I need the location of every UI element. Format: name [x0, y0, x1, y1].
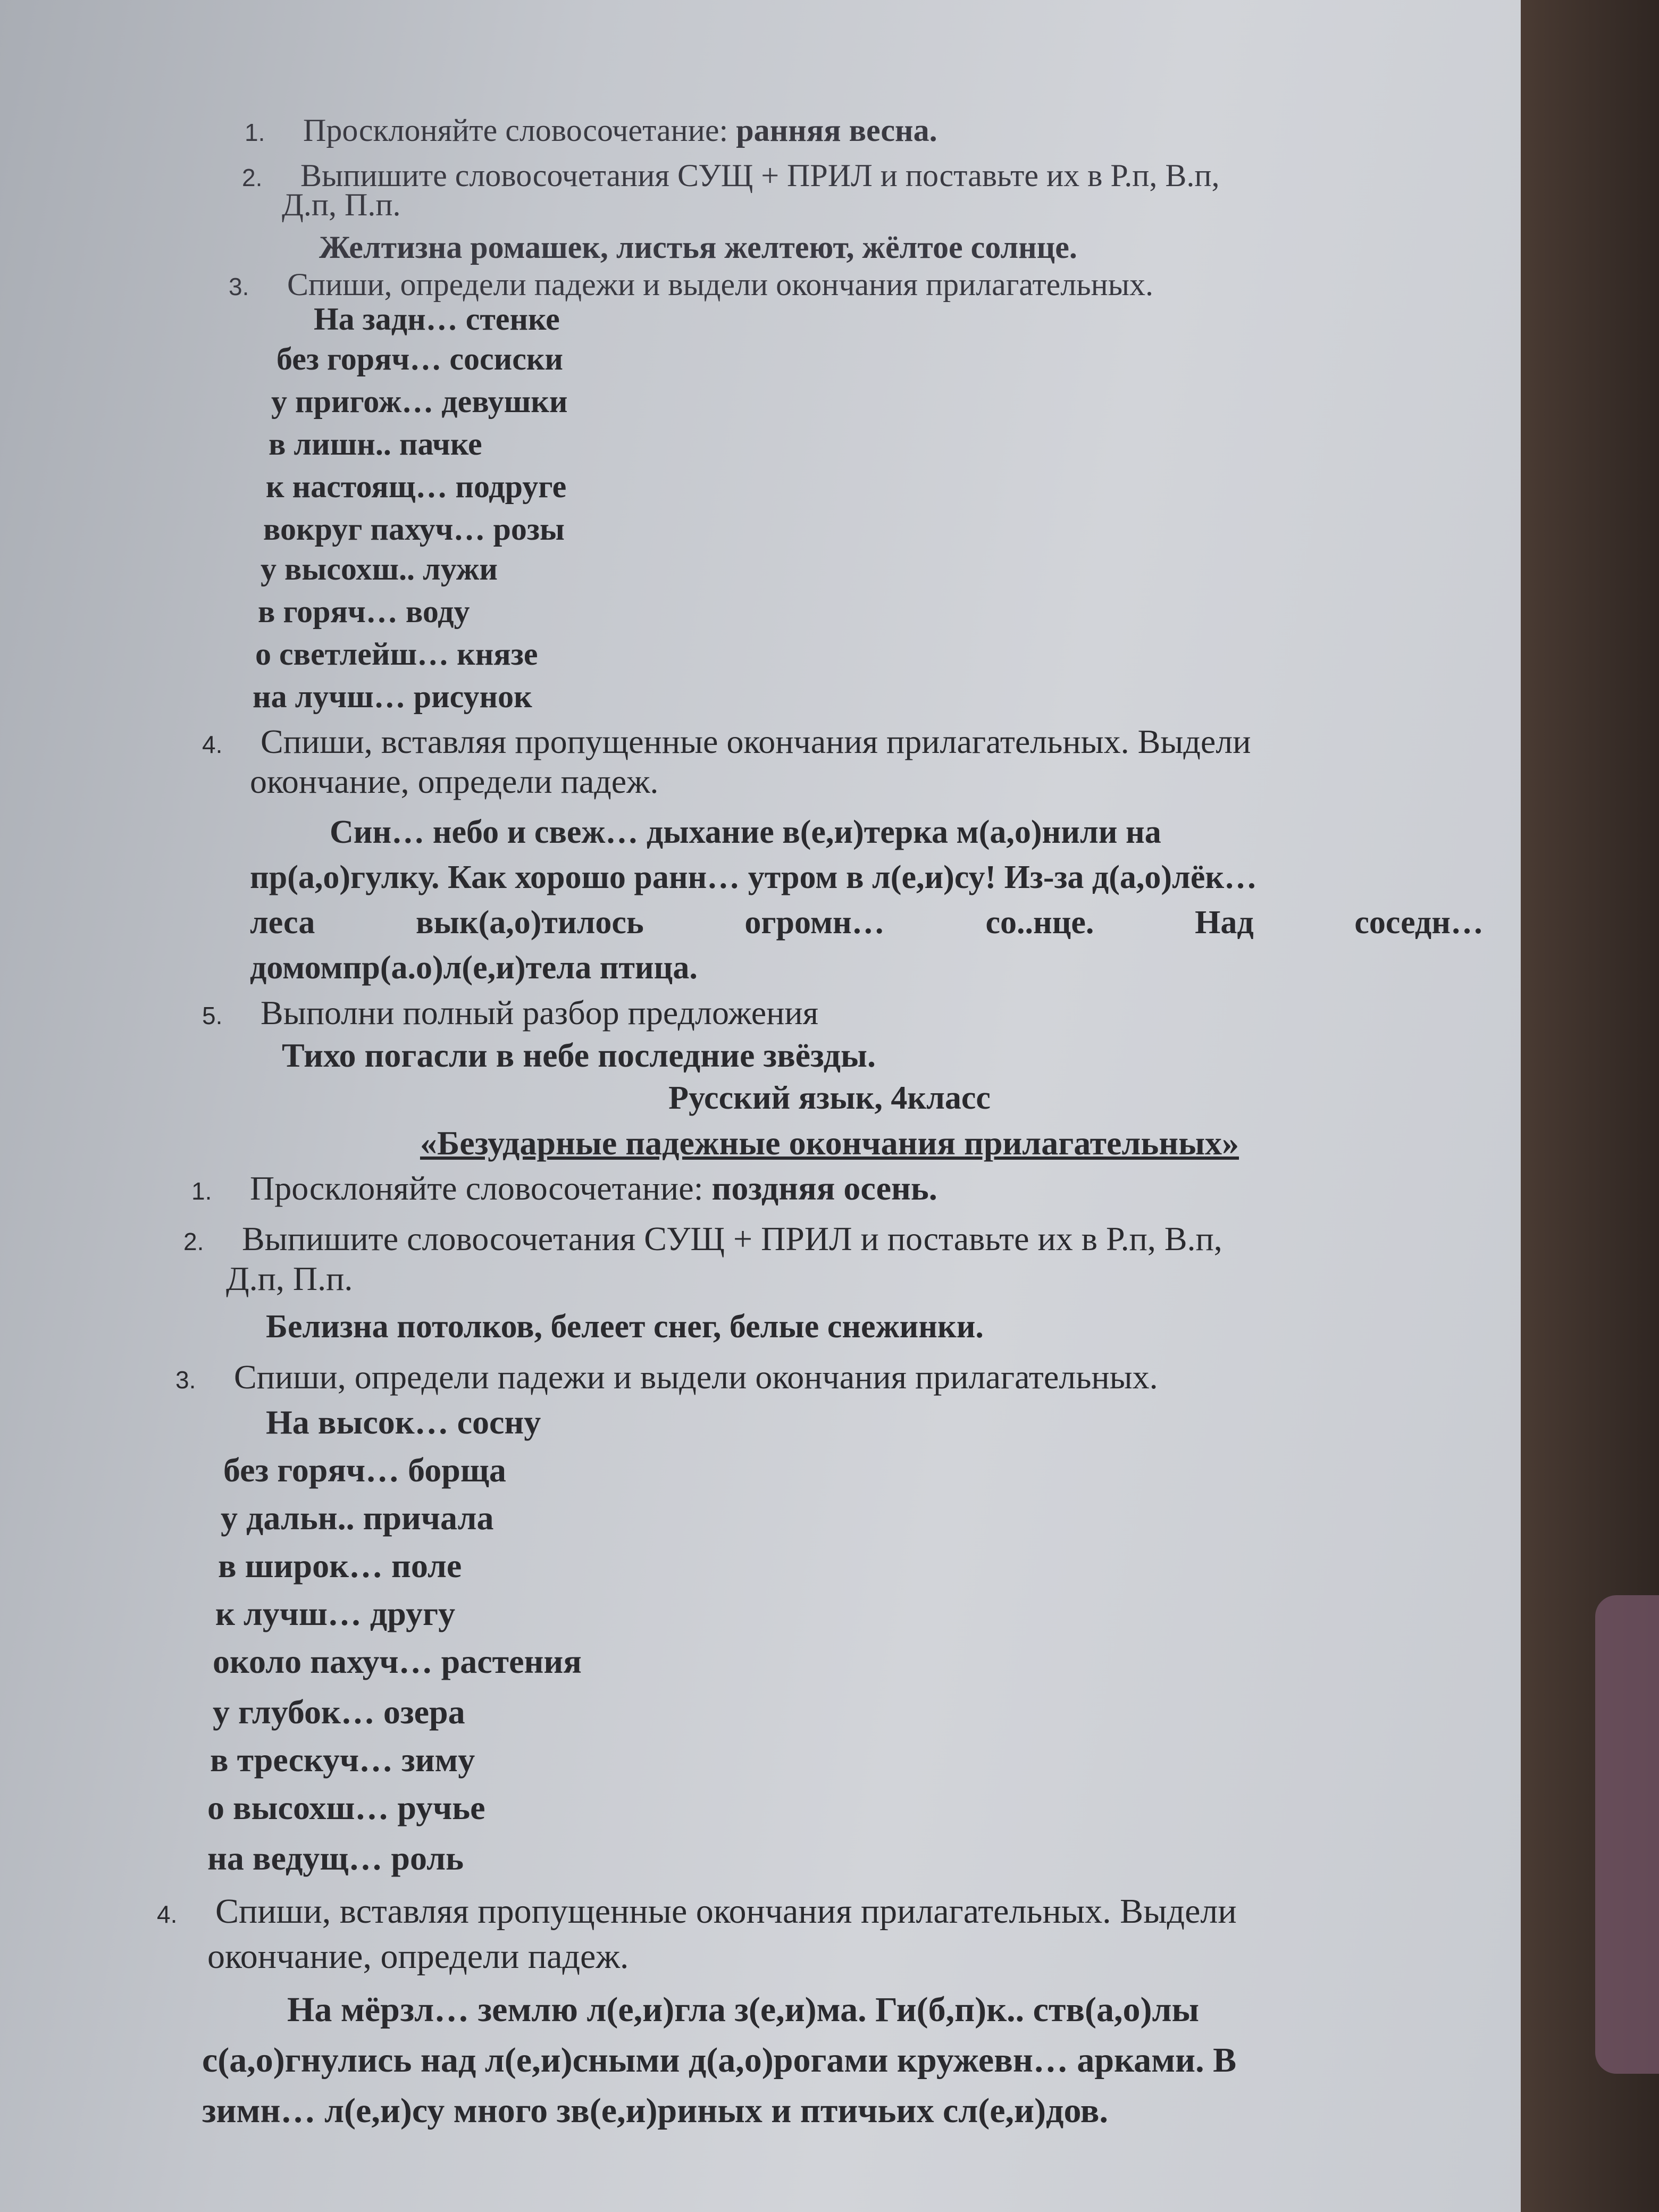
v1-task5-sentence: Тихо погасли в небе последние звёзды. [282, 1036, 876, 1074]
v1-item: у высохш.. лужи [261, 551, 498, 586]
task-text: Выпишите словосочетания СУЩ + ПРИЛ и поставьте их в Р.п, В.п, [300, 158, 1220, 193]
topic-heading: «Безударные падежные окончания прилагательных» [420, 1124, 1239, 1162]
word: соседн… [1354, 904, 1484, 941]
word: огромн… [744, 904, 885, 941]
v1-task1 [245, 112, 937, 151]
subject-heading: Русский язык, 4класс [668, 1080, 991, 1116]
task-text: Просклоняйте словосочетание: [303, 113, 736, 148]
v2-task4-p3: зимн… л(е,и)су много зв(е,и)риных и птичьих сл(е,и)дов. [202, 2091, 1108, 2130]
task-number: 5. [202, 1002, 223, 1029]
task-text: Спиши, вставляя пропущенные окончания прилагательных. Выдели [215, 1892, 1237, 1931]
word: вык(а,о)тилось [416, 904, 644, 941]
v2-item: в трескуч… зиму [210, 1741, 475, 1779]
task-text: Выполни полный разбор предложения [261, 994, 819, 1032]
v1-task4-p1: Син… небо и свеж… дыхание в(е,и)терка м(а,о)нили на [330, 814, 1161, 850]
task-number: 2. [242, 164, 263, 191]
v1-item: у пригож… девушки [271, 384, 568, 419]
v2-item: без горяч… борща [223, 1451, 506, 1489]
v1-task4-p2: пр(а,о)гулку. Как хорошо ранн… утром в л(е,и)су! Из-за д(а,о)лёк… [250, 859, 1258, 895]
v1-task2-line2: Д.п, П.п. [282, 187, 401, 222]
task-number: 3. [175, 1366, 196, 1394]
v1-item: вокруг пахуч… розы [263, 512, 565, 547]
v2-item: на ведущ… роль [207, 1839, 464, 1877]
v2-task2-words: Белизна потолков, белеет снег, белые снежинки. [266, 1309, 984, 1345]
v1-task4-p4: домомпр(а.о)л(е,и)тела птица. [250, 950, 698, 986]
word: со..нце. [985, 904, 1094, 941]
v2-task4-p2: с(а,о)гнулись над л(е,и)сными д(а,о)рогами кружевн… арками. В [202, 2041, 1237, 2080]
fabric-corner [1595, 1595, 1659, 2074]
v1-task4 [202, 723, 1251, 763]
word: Над [1195, 904, 1254, 941]
v2-item: у дальн.. причала [221, 1499, 494, 1537]
v2-task4-line2: окончание, определи падеж. [207, 1937, 629, 1976]
v1-item: к настоящ… подруге [266, 469, 567, 504]
v2-task2-line2: Д.п, П.п. [226, 1260, 353, 1297]
task-number: 3. [229, 273, 249, 300]
v2-item: в широк… поле [218, 1547, 462, 1585]
v2-task3 [175, 1359, 1158, 1398]
v1-item: на лучш… рисунок [253, 679, 532, 714]
task-number: 4. [157, 1900, 178, 1928]
task-number: 1. [245, 119, 265, 146]
v2-item: На высок… сосну [266, 1403, 541, 1441]
v1-item: На задн… стенке [314, 301, 560, 337]
task-text: Спиши, вставляя пропущенные окончания прилагательных. Выдели [261, 723, 1251, 760]
task-phrase: поздняя осень. [711, 1169, 937, 1207]
v2-task1 [191, 1170, 937, 1210]
task-text: Спиши, определи падежи и выдели окончания прилагательных. [234, 1358, 1158, 1396]
task-text: Просклоняйте словосочетание: [250, 1169, 712, 1207]
v2-item: о высохш… ручье [207, 1789, 485, 1826]
v1-task4-line2: окончание, определи падеж. [250, 763, 659, 800]
word: леса [250, 904, 315, 941]
task-number: 4. [202, 731, 223, 758]
v1-task4-p3 [250, 904, 1484, 941]
task-number: 2. [183, 1228, 204, 1255]
v2-item: к лучш… другу [215, 1595, 456, 1632]
v1-task3 [229, 266, 1153, 305]
v2-task2 [183, 1220, 1222, 1260]
v1-item: в горяч… воду [258, 594, 470, 629]
v2-item: у глубок… озера [213, 1693, 465, 1731]
v2-task4 [157, 1893, 1237, 1933]
v1-item: о светлейш… князе [255, 636, 538, 672]
v1-item: в лишн.. пачке [269, 426, 482, 462]
v2-task4-p1: На мёрзл… землю л(е,и)гла з(е,и)ма. Ги(б,п)к.. ств(а,о)лы [287, 1990, 1200, 2029]
v1-item: без горяч… сосиски [276, 341, 563, 376]
v2-item: около пахуч… растения [213, 1643, 582, 1680]
v1-task5 [202, 994, 818, 1034]
task-text: Выпишите словосочетания СУЩ + ПРИЛ и поставьте их в Р.п, В.п, [242, 1220, 1222, 1258]
task-text: Спиши, определи падежи и выдели окончания прилагательных. [287, 267, 1154, 302]
v1-task2-words: Желтизна ромашек, листья желтеют, жёлтое солнце. [319, 230, 1077, 265]
task-phrase: ранняя весна. [736, 113, 937, 148]
task-number: 1. [191, 1177, 212, 1205]
